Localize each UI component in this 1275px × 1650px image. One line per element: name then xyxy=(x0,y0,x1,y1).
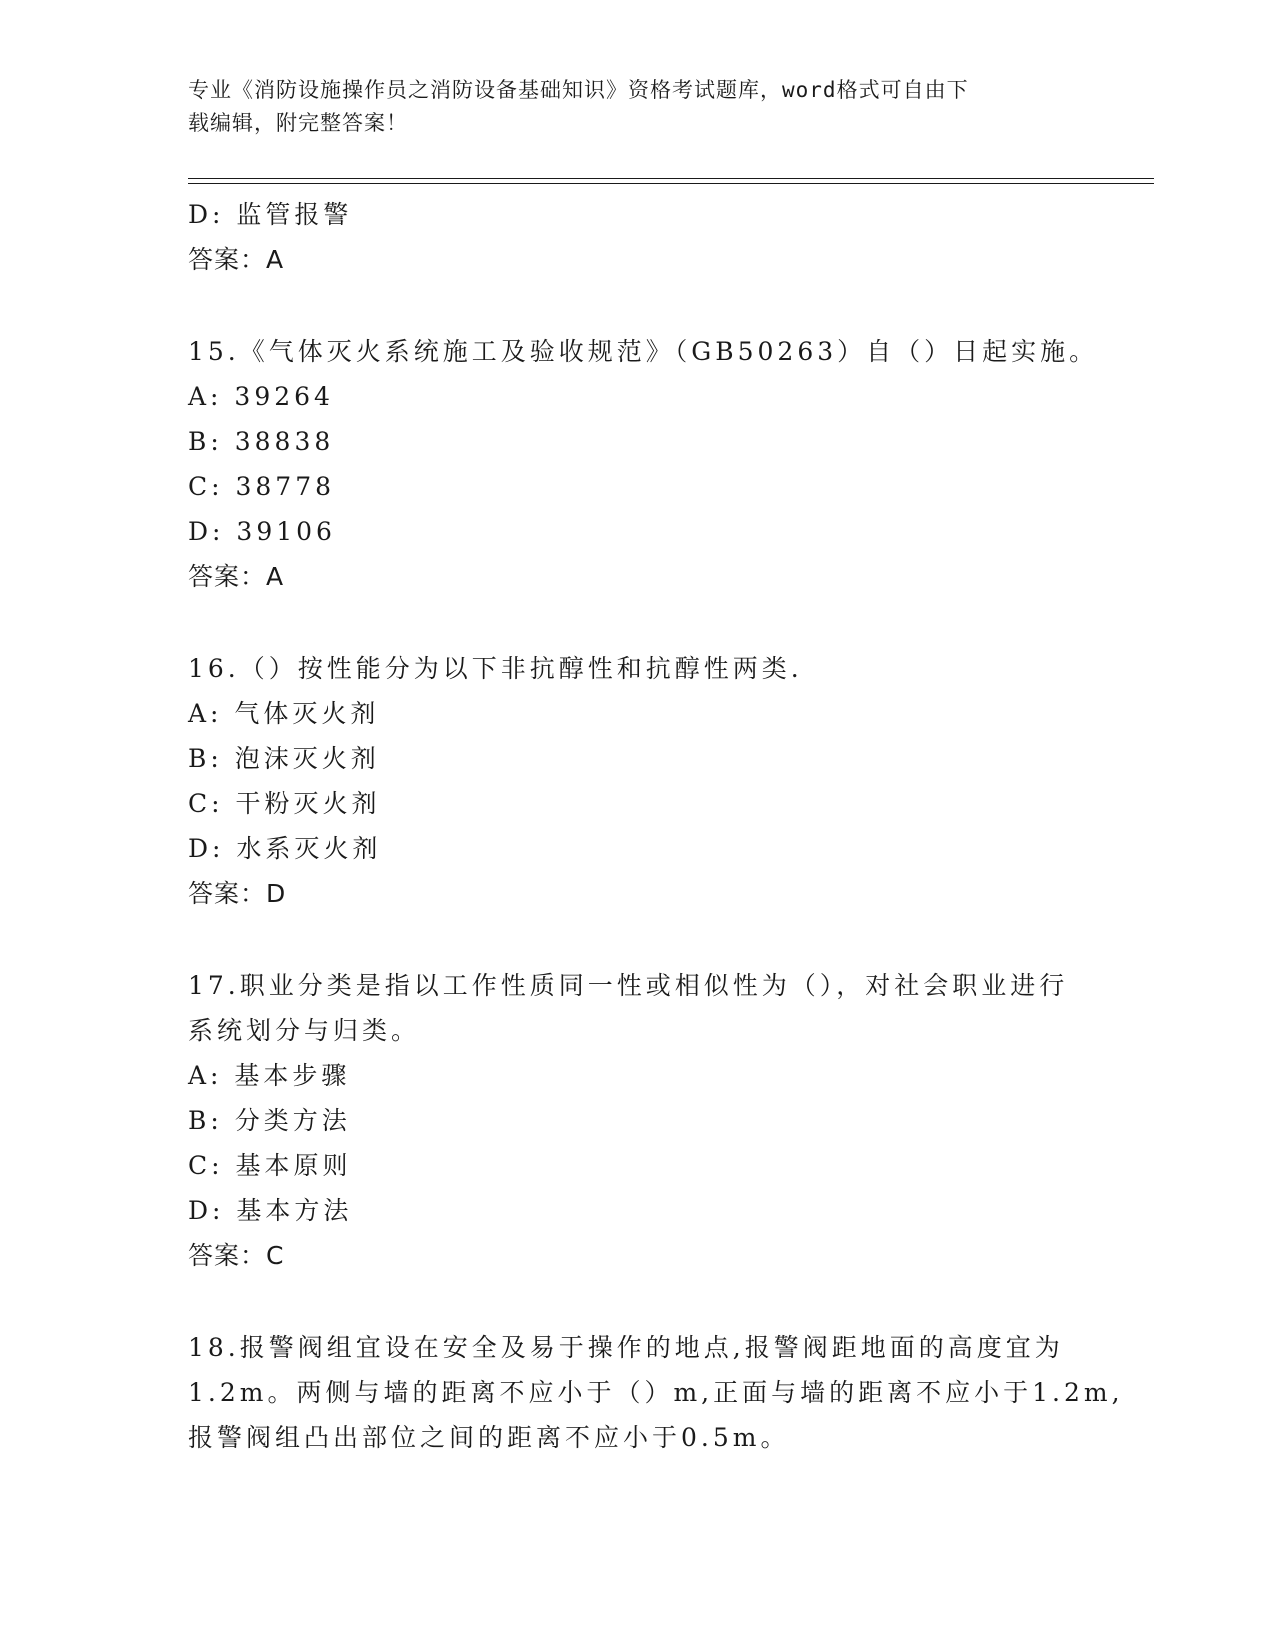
answer-line: 答案：A xyxy=(188,245,285,274)
answer-line: 答案：C xyxy=(188,1241,285,1270)
header-line-1: 专业《消防设施操作员之消防设备基础知识》资格考试题库，word格式可自由下 xyxy=(188,78,969,102)
document-header xyxy=(188,74,1068,140)
previous-question-tail xyxy=(188,192,1088,282)
option-b: B: 分类方法 xyxy=(188,1106,351,1135)
option-c: C: 基本原则 xyxy=(188,1151,352,1180)
header-divider-bottom xyxy=(188,183,1154,184)
option-a: A: 39264 xyxy=(188,382,334,411)
question-stem-line-2: 1.2m。两侧与墙的距离不应小于（）m,正面与墙的距离不应小于1.2m, xyxy=(188,1378,1124,1407)
option-d: D: 监管报警 xyxy=(188,200,353,229)
answer-line: 答案：A xyxy=(188,562,285,591)
option-d: D: 39106 xyxy=(188,517,336,546)
question-15 xyxy=(188,329,1099,599)
question-stem: 16.（）按性能分为以下非抗醇性和抗醇性两类. xyxy=(188,654,803,683)
option-c: C: 干粉灭火剂 xyxy=(188,789,381,818)
answer-line: 答案：D xyxy=(188,879,287,908)
option-d: D: 基本方法 xyxy=(188,1196,353,1225)
header-divider-top xyxy=(188,178,1154,179)
option-d: D: 水系灭火剂 xyxy=(188,834,382,863)
option-a: A: 基本步骤 xyxy=(188,1061,351,1090)
question-stem-line-3: 报警阀组凸出部位之间的距离不应小于0.5m。 xyxy=(188,1423,790,1452)
question-stem-line-1: 17.职业分类是指以工作性质同一性或相似性为（），对社会职业进行 xyxy=(188,971,1069,1000)
option-a: A: 气体灭火剂 xyxy=(188,699,380,728)
question-list xyxy=(188,192,1124,1460)
option-c: C: 38778 xyxy=(188,472,336,501)
question-stem: 15.《气体灭火系统施工及验收规范》（GB50263）自（）日起实施。 xyxy=(188,337,1099,366)
question-16 xyxy=(188,646,1088,916)
question-17 xyxy=(188,963,1088,1278)
question-stem-line-1: 18.报警阀组宜设在安全及易于操作的地点,报警阀距地面的高度宜为 xyxy=(188,1333,1064,1362)
option-b: B: 38838 xyxy=(188,427,335,456)
question-18 xyxy=(188,1325,1124,1460)
option-b: B: 泡沫灭火剂 xyxy=(188,744,380,773)
header-line-2: 载编辑，附完整答案！ xyxy=(188,111,408,135)
question-stem-line-2: 系统划分与归类。 xyxy=(188,1016,421,1045)
